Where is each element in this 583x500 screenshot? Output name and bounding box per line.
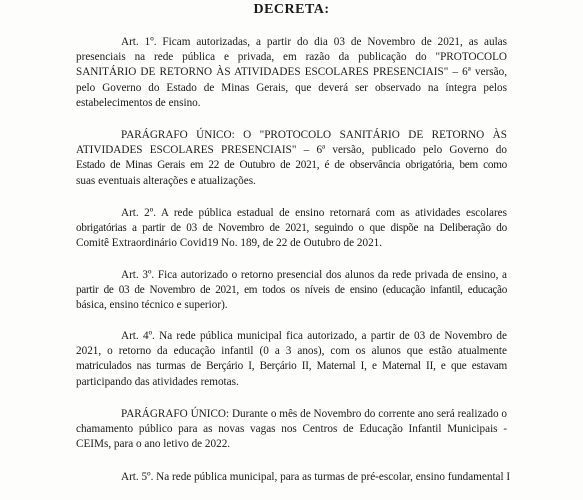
paragraph-line: ATIVIDADES ESCOLARES PRESENCIAIS" – 6ª versão, publicado pelo Governo do bbox=[76, 144, 507, 157]
article-3-paragraph bbox=[76, 268, 507, 314]
paragraph-line: Art. 4º. Na rede pública municipal fica autorizado, a partir de 03 de Novembro de bbox=[121, 330, 507, 342]
paragraph-line: 2021, o retorno da educação infantil (0 a 3 anos), com os alunos que estão atualmente bbox=[76, 345, 507, 358]
paragraph-line: PARÁGRAFO ÚNICO: O "PROTOCOLO SANITÁRIO DE RETORNO ÀS bbox=[121, 129, 507, 141]
paragraph-line: suas eventuais alterações e atualizações. bbox=[76, 174, 256, 187]
paragraph-line: participando das atividades remotas. bbox=[76, 375, 239, 388]
paragraph-line: SANITÁRIO DE RETORNO ÀS ATIVIDADES ESCOLARES PRESENCIAIS" – 6ª versão, bbox=[76, 66, 507, 79]
paragraph-line: Art. 3º. Fica autorizado o retorno presencial dos alunos da rede privada de ensino, a bbox=[121, 269, 507, 281]
article-1-sole-paragraph bbox=[76, 128, 507, 189]
paragraph-line: Comitê Extraordinário Covid19 No. 189, de 22 de Outubro de 2021. bbox=[76, 237, 383, 250]
paragraph-line: obrigatórias a partir de 03 de Novembro de 2021, seguindo o que dispõe na Deliberação do bbox=[76, 222, 507, 235]
paragraph-line: chamamento público para as novas vagas nos Centros de Educação Infantil Municipais - bbox=[76, 423, 507, 436]
paragraph-line: básica, ensino técnico e superior). bbox=[76, 299, 228, 312]
article-4-sole-paragraph bbox=[76, 407, 507, 453]
article-4-paragraph bbox=[76, 329, 507, 390]
article-1-paragraph bbox=[76, 35, 507, 111]
paragraph-line: Art. 5º. Na rede pública municipal, para as turmas de pré-escolar, ensino fundamental I bbox=[121, 471, 511, 483]
paragraph-line: estabelecimentos de ensino. bbox=[76, 96, 201, 109]
paragraph-line: presenciais na rede pública e privada, em razão da publicação do "PROTOCOLO bbox=[76, 51, 507, 64]
decree-heading: DECRETA: bbox=[253, 2, 330, 17]
paragraph-line: CEIMs, para o ano letivo de 2022. bbox=[76, 438, 231, 451]
article-2-paragraph bbox=[76, 206, 507, 252]
paragraph-line: PARÁGRAFO ÚNICO: Durante o mês de Novembro do corrente ano será realizado o bbox=[121, 408, 507, 420]
paragraph-line: pelo Governo do Estado de Minas Gerais, que deverá ser observado na íntegra pelos bbox=[76, 81, 507, 94]
paragraph-line: partir de 03 de Novembro de 2021, em todos os níveis de ensino (educação infantil, educação bbox=[76, 284, 507, 297]
paragraph-line: Art. 1º. Ficam autorizadas, a partir do dia 03 de Novembro de 2021, as aulas bbox=[121, 36, 507, 48]
paragraph-line: matriculados nas turmas de Berçário I, Berçário II, Maternal I, e Maternal II, e que estavam bbox=[76, 360, 507, 373]
paragraph-line: Estado de Minas Gerais em 22 de Outubro de 2021, é de observância obrigatória, bem como bbox=[76, 159, 507, 172]
article-5-paragraph bbox=[76, 470, 511, 485]
paragraph-line: Art. 2º. A rede pública estadual de ensino retornará com as atividades escolares bbox=[121, 207, 507, 219]
